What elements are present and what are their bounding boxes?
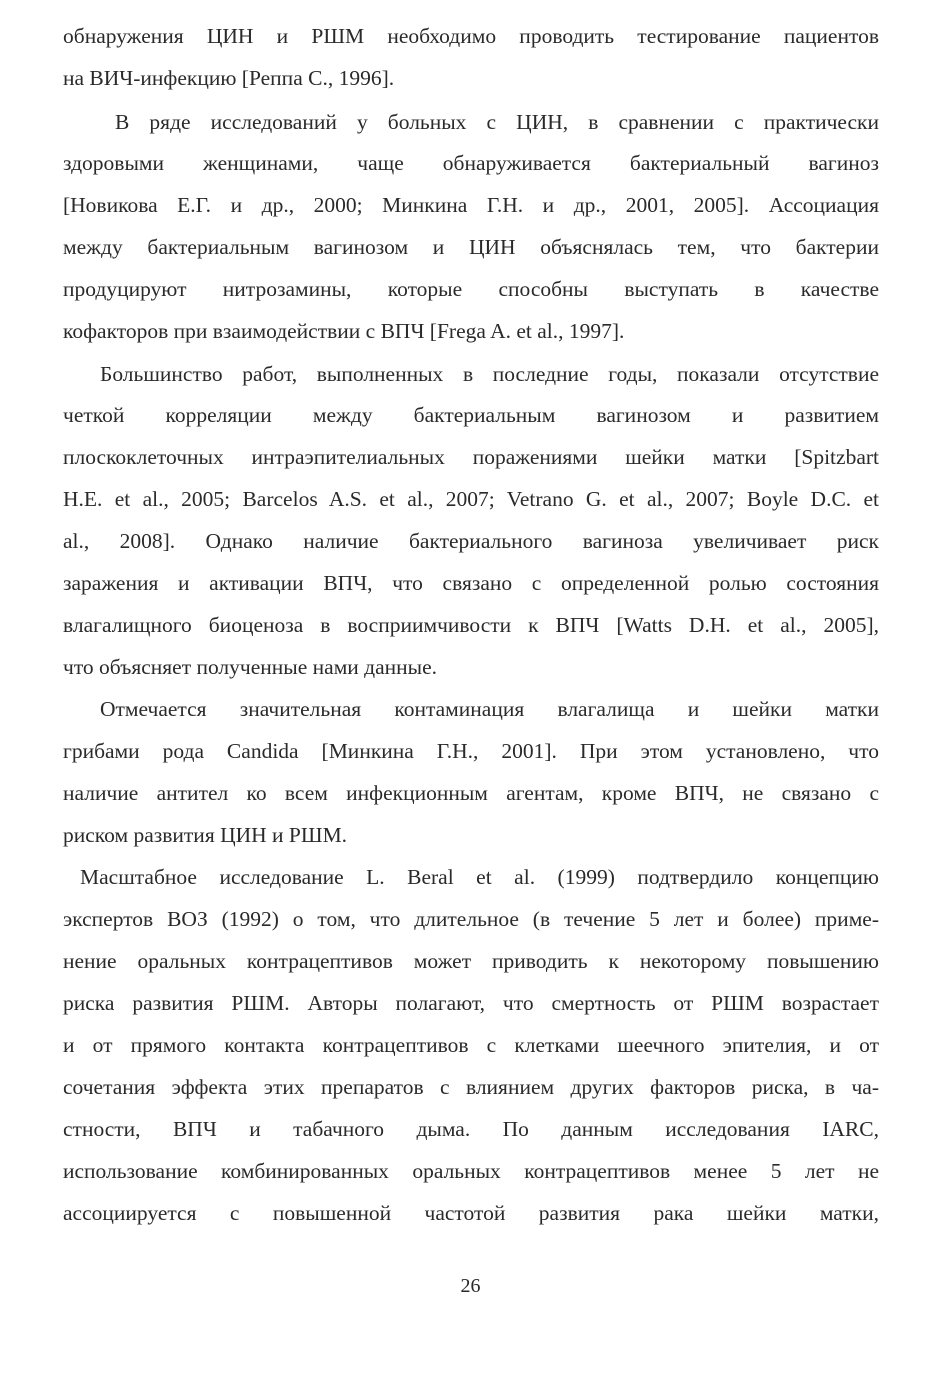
text-line: четкой корреляции между бактериальным вагинозом и развитием	[63, 403, 879, 427]
text-line: влагалищного биоценоза в восприимчивости к ВПЧ [Watts D.H. et al., 2005],	[63, 613, 879, 637]
paragraph-first-line: Большинство работ, выполненных в последние годы, показали отсутствие	[100, 362, 879, 386]
text-line: и от прямого контакта контрацептивов с клетками шеечного эпителия, и от	[63, 1033, 879, 1057]
text-line: риском развития ЦИН и РШМ.	[63, 823, 348, 847]
text-line: грибами рода Candida [Минкина Г.Н., 2001]. При этом установлено, что	[63, 739, 879, 763]
paragraph-first-line: В ряде исследований у больных с ЦИН, в сравнении с практически	[115, 110, 879, 134]
paragraph-first-line: Масштабное исследование L. Beral et al. (1999) подтвердило концепцию	[80, 865, 879, 889]
text-line: нение оральных контрацептивов может приводить к некоторому повышению	[63, 949, 879, 973]
text-line: экспертов ВОЗ (1992) о том, что длительное (в течение 5 лет и более) приме-	[63, 907, 879, 931]
text-line: H.E. et al., 2005; Barcelos A.S. et al., 2007; Vetrano G. et al., 2007; Boyle D.C. et	[63, 487, 879, 511]
text-line: плоскоклеточных интраэпителиальных поражениями шейки матки [Spitzbart	[63, 445, 879, 469]
text-line: [Новикова Е.Г. и др., 2000; Минкина Г.Н. и др., 2001, 2005]. Ассоциация	[63, 193, 879, 217]
page-number: 26	[460, 1275, 481, 1297]
text-line: что объясняет полученные нами данные.	[63, 655, 438, 679]
text-line: ассоциируется с повышенной частотой развития рака шейки матки,	[63, 1201, 879, 1225]
text-line: al., 2008]. Однако наличие бактериального вагиноза увеличивает риск	[63, 529, 879, 553]
text-line: использование комбинированных оральных контрацептивов менее 5 лет не	[63, 1159, 879, 1183]
text-line: между бактериальным вагинозом и ЦИН объяснялась тем, что бактерии	[63, 235, 879, 259]
text-line: кофакторов при взаимодействии с ВПЧ [Frega A. et al., 1997].	[63, 319, 625, 343]
text-line: риска развития РШМ. Авторы полагают, что смертность от РШМ возрастает	[63, 991, 879, 1015]
text-line: обнаружения ЦИН и РШМ необходимо проводить тестирование пациентов	[63, 24, 879, 48]
text-line: стности, ВПЧ и табачного дыма. По данным исследования IARC,	[63, 1117, 879, 1141]
text-line: наличие антител ко всем инфекционным агентам, кроме ВПЧ, не связано с	[63, 781, 879, 805]
text-line: сочетания эффекта этих препаратов с влиянием других факторов риска, в ча-	[63, 1075, 879, 1099]
text-line: здоровыми женщинами, чаще обнаруживается бактериальный вагиноз	[63, 151, 879, 175]
text-line: продуцируют нитрозамины, которые способны выступать в качестве	[63, 277, 879, 301]
paragraph-first-line: Отмечается значительная контаминация влагалища и шейки матки	[100, 697, 879, 721]
text-line: на ВИЧ-инфекцию [Реппа С., 1996].	[63, 66, 395, 90]
text-line: заражения и активации ВПЧ, что связано с определенной ролью состояния	[63, 571, 879, 595]
